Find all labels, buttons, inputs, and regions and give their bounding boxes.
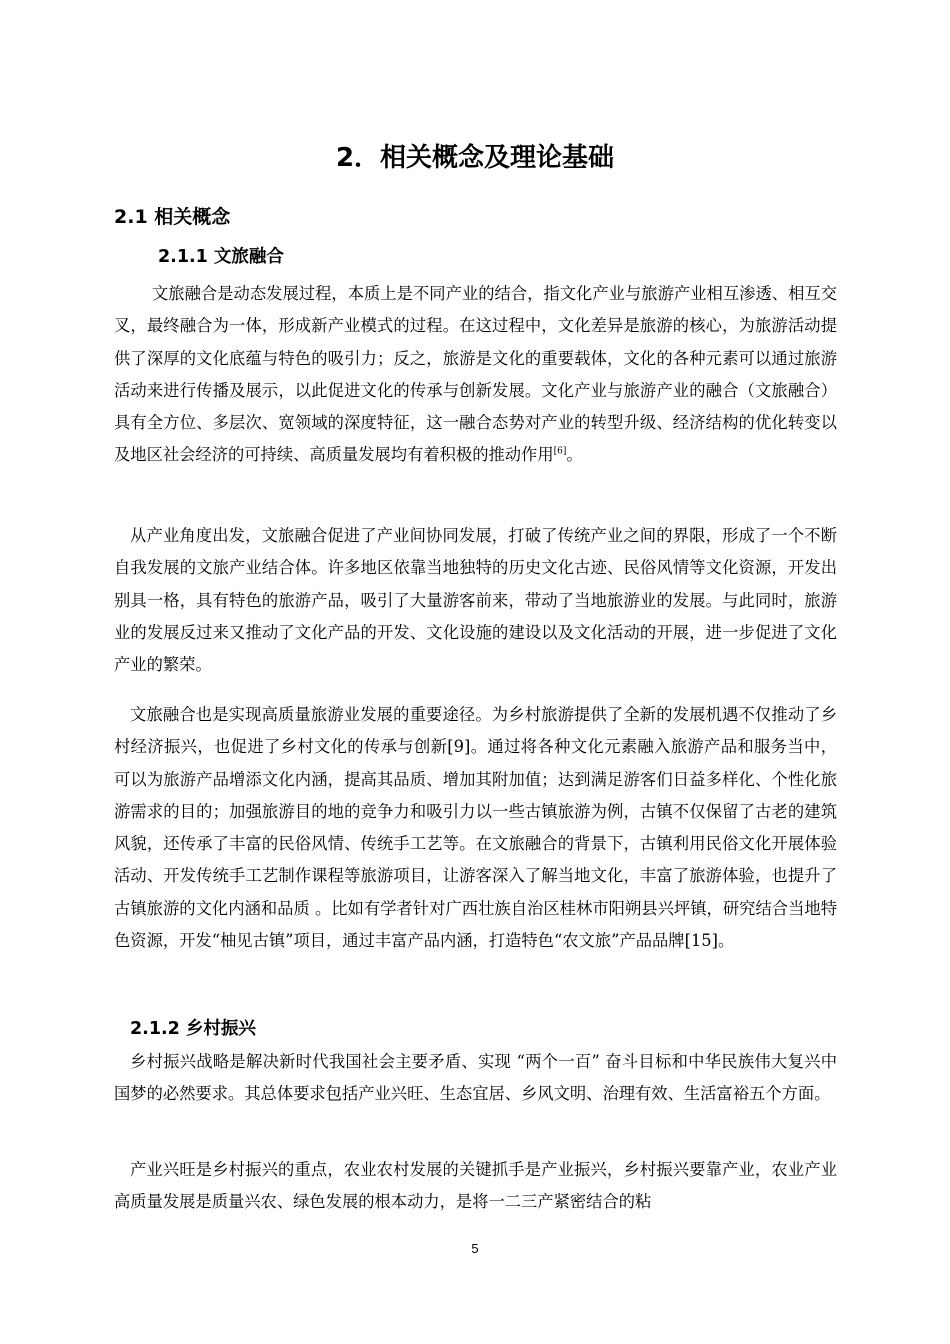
- paragraph-wenlv-definition: [114, 278, 837, 472]
- paragraph-rural-strategy: 乡村振兴战略是解决新时代我国社会主要矛盾、实现 “两个一百” 奋斗目标和中华民族伟大复兴中国梦的必然要求。其总体要求包括产业兴旺、生态宜居、乡风文明、治理有效、生活富裕五个方面。: [114, 1052, 837, 1104]
- paragraph-high-quality-tourism: 文旅融合也是实现高质量旅游业发展的重要途径。为乡村旅游提供了全新的发展机遇不仅推动了乡村经济振兴，也促进了乡村文化的传承与创新[9]。通过将各种文化元素融入旅游产品和服务当中，可以为旅游产品增添文化内涵，提高其品质、增加其附加值；达到满足游客们日益多样化、个性化旅游需求的目的；加强旅游目的地的竞争力和吸引力以一些古镇旅游为例，古镇不仅保留了古老的建筑风貌，还传承了丰富的民俗风情、传统手工艺等。在文旅融合的背景下，古镇利用民俗文化开展体验活动、开发传统手工艺制作课程等旅游项目，让游客深入了解当地文化，丰富了旅游体验，也提升了古镇旅游的文化内涵和品质 。比如有学者针对广西壮族自治区桂林市阳朔县兴坪镇，研究结合当地特色资源，开发“柚见古镇”项目，通过丰富产品内涵，打造特色“农文旅”产品品牌[15]。: [114, 705, 837, 951]
- section-heading-2-1: 2.1 相关概念: [114, 206, 231, 228]
- paragraph-text: 文旅融合是动态发展过程，本质上是不同产业的结合，指文化产业与旅游产业相互渗透、相互交叉，最终融合为一体，形成新产业模式的过程。在这过程中，文化差异是旅游的核心，为旅游活动提供了深厚的文化底蕴与特色的吸引力；反之，旅游是文化的重要载体，文化的各种元素可以通过旅游活动来进行传播及展示，以此促进文化的传承与创新发展。文化产业与旅游产业的融合（文旅融合）具有全方位、多层次、宽领域的深度特征，这一融合态势对产业的转型升级、经济结构的优化转变以及地区社会经济的可持续、高质量发展均有着积极的推动作用: [114, 284, 837, 465]
- section-heading-2-1-1: 2.1.1 文旅融合: [158, 247, 284, 267]
- page-number: 5: [471, 1241, 479, 1256]
- paragraph-end: 。: [566, 445, 583, 465]
- paragraph-industry-prosperity: 产业兴旺是乡村振兴的重点，农业农村发展的关键抓手是产业振兴，乡村振兴要靠产业，农业产业高质量发展是质量兴农、绿色发展的根本动力，是将一二三产紧密结合的粘: [114, 1160, 837, 1212]
- chapter-title: 2．相关概念及理论基础: [335, 143, 615, 173]
- citation: [6]: [553, 447, 567, 458]
- paragraph-industry-perspective: 从产业角度出发，文旅融合促进了产业间协同发展，打破了传统产业之间的界限，形成了一个不断自我发展的文旅产业结合体。许多地区依靠当地独特的历史文化古迹、民俗风情等文化资源，开发出别具一格，具有特色的旅游产品，吸引了大量游客前来，带动了当地旅游业的发展。与此同时，旅游业的发展反过来又推动了文化产品的开发、文化设施的建设以及文化活动的开展，进一步促进了文化产业的繁荣。: [114, 526, 837, 675]
- section-heading-2-1-2: 2.1.2 乡村振兴: [130, 1019, 256, 1039]
